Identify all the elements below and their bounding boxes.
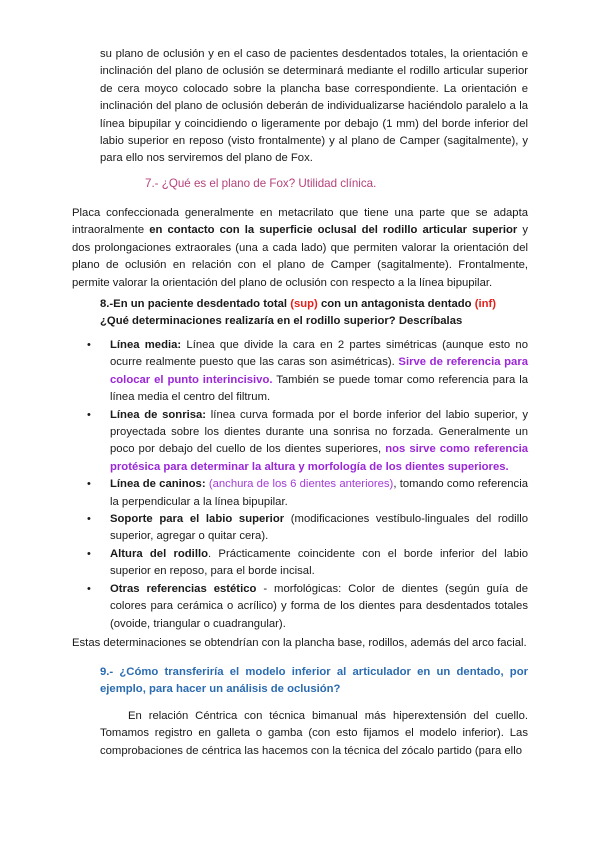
h8-part2: con un antagonista dentado [317,298,475,310]
linea-sonrisa-label: Línea de sonrisa: [110,408,207,421]
bullet-icon: • [87,513,91,526]
list-item-otras-referencias [87,581,528,633]
otras-label: Otras referencias estético [110,582,257,595]
h8-part3: ¿Qué determinaciones realizaría en el rodillo superior? Descríbalas [100,315,463,328]
h8-inf: (inf) [474,298,497,310]
list-item-altura-rodillo [87,546,528,581]
paragraph-relacion-centrica: En relación Céntrica con técnica bimanual más hiperextensión del cuello. Tomamos registro en galleta o gamba (con esto fijamos el modelo inferior). Las comprobaciones de céntrica las hacemos con la técnica del zócalo partido (para ello [100,710,528,757]
soporte-label: Soporte para el labio superior [110,513,285,526]
bullet-icon: • [87,408,91,421]
para2-after: y dos prolongaciones extraorales (una a cada lado) que permiten valorar la orientación del plano de oclusión en relación con el plano de Camper (sagitalmente). Frontalmente, permite valorar la orientación del plano de oclusión con respecto a la línea bipupilar. [72,224,529,289]
heading-question-9: 9.- ¿Cómo transferiría el modelo inferior al articulador en un dentado, por ejemplo, para hacer un análisis de oclusión? [100,666,528,696]
bullet-icon: • [87,478,91,491]
h8-sup: (sup) [290,298,318,310]
linea-media-label: Línea media: [110,339,182,351]
linea-sonrisa-text: línea curva formada por el borde inferior del labio superior, y proyectada sobre los dientes durante una sonrisa no forzada. Generalmente un poco por debajo del cuello de los dientes superiores, [110,408,528,456]
heading-question-8 [100,296,528,331]
otras-text: - morfológicas: Color de dientes (según guía de colores para cerámica o acrílico) y forma de los dientes para desdentados totales (ovoide, triangular o cuadrangular). [110,582,528,630]
linea-sonrisa-highlight: nos sirve como referencia protésica para determinar la altura y morfología de los dientes superiores. [110,443,528,473]
soporte-text: (modificaciones vestíbulo-linguales del rodillo superior, agregar o quitar cera). [110,513,528,543]
bullet-icon: • [87,547,91,560]
list-item-linea-media [87,337,529,407]
paragraph-plano-oclusion: su plano de oclusión y en el caso de pacientes desdentados totales, la orientación e inclinación del plano de oclusión se determinará mediante el rodillo articular superior de cera moyco colocado sobre la plancha base correspondiente. La orientación e inclinación del plano de oclusión deberán de individualizarse haciéndolo paralelo a la línea bipupilar y coincidiendo o ligeramente por debajo (1 mm) del borde inferior del labio superior en reposo (visto frontalmente) y al plano de Camper (sagitalmente), y para ello nos serviremos del plano de Fox. [100,48,528,165]
list-item-linea-sonrisa [87,407,528,477]
linea-media-after: También se puede tomar como referencia para la línea media el centro del filtrum. [110,373,528,404]
linea-media-highlight: Sirve de referencia para colocar el punto interincisivo. [110,356,528,386]
h8-part1: 8.-En un paciente desdentado total [100,298,291,310]
linea-caninos-after: , tomando como referencia la perpendicular a la línea bipupilar. [110,478,528,508]
paragraph-plano-fox [72,205,528,292]
bullet-icon: • [87,582,91,595]
heading-question-7: 7.- ¿Qué es el plano de Fox? Utilidad clínica. [145,177,377,190]
altura-label: Altura del rodillo [110,547,209,560]
list-item-soporte-labio [87,511,528,546]
determinaciones-list [87,337,529,633]
list-item-linea-caninos [87,476,528,511]
para2-before: Placa confeccionada generalmente en metacrilato que tiene una parte que se adapta intraoralmente [72,207,528,237]
linea-caninos-highlight: (anchura de los 6 dientes anteriores) [208,478,394,491]
bullet-icon: • [87,339,91,351]
altura-text: . Prácticamente coincidente con el borde inferior del labio superior en reposo, para el borde incisal. [110,547,528,578]
linea-media-text: Línea que divide la cara en 2 partes simétricas (aunque esto no ocurre realmente puesto que las caras son asimétricas). [110,339,529,369]
para2-bold: en contacto con la superficie oclusal del rodillo articular superior [149,224,518,237]
paragraph-determinaciones: Estas determinaciones se obtendrían con la plancha base, rodillos, además del arco facial. [72,637,527,649]
linea-caninos-label: Línea de caninos: [110,478,206,491]
